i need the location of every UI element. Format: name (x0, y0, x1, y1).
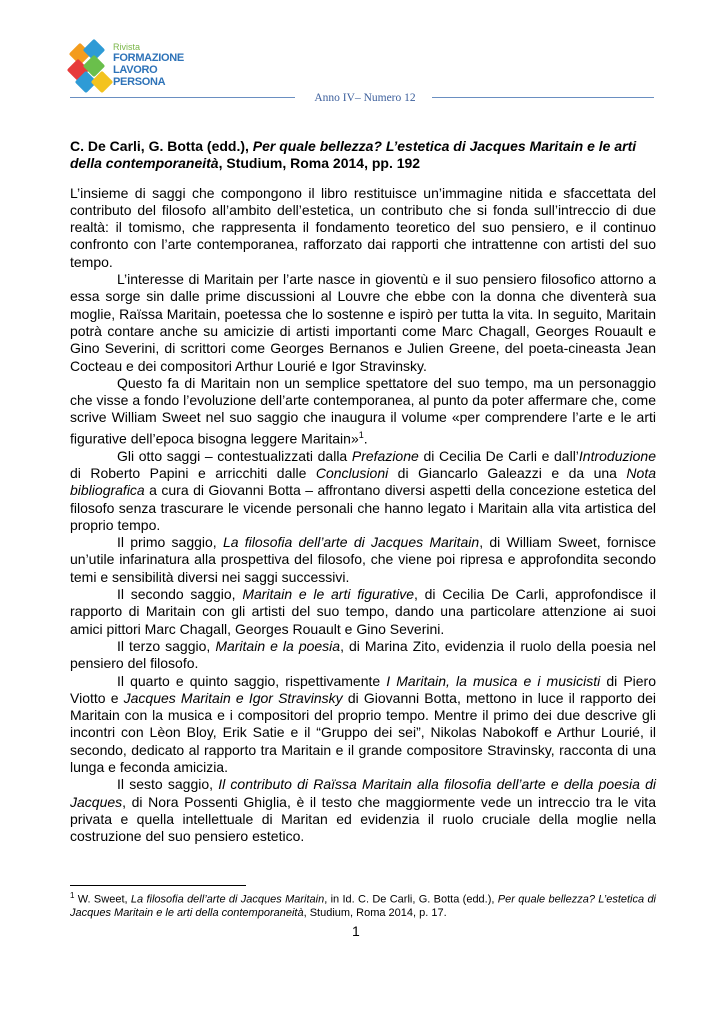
paragraph-text: , di Cecilia De Carli, approfondisce il rapporto di Maritain con gli artisti del suo tempo, dando una particolare attenzione ai suoi amici pittori Marc Chagall, Georges Rouault e Gino Severini. (70, 586, 657, 637)
paragraph-text: Il terzo saggio, (117, 637, 216, 654)
paragraph-text: Il primo saggio, (117, 534, 223, 551)
header-rule-left (70, 97, 295, 98)
logo-rivista: Rivista (113, 42, 141, 52)
footnote-text: , Studium, Roma 2014, p. 17. (303, 907, 447, 920)
paragraph-text: Il sesto saggio, (117, 776, 219, 793)
footnote-italic: Per quale bellezza? L’estetica di Jacques Maritain e le arti della contemporaneità (70, 893, 656, 920)
issue-label: Anno IV– Numero 12 (314, 92, 416, 104)
paragraph-italic: Jacques Maritain e Igor Stravinsky (123, 689, 343, 706)
paragraph-6 (70, 586, 656, 638)
footnote-separator (70, 885, 246, 886)
title-publication: , Studium, Roma 2014, pp. 192 (218, 155, 421, 172)
page-number: 1 (352, 923, 360, 939)
paragraph-text: . (363, 430, 368, 447)
footnote-text: W. Sweet, (74, 893, 131, 906)
footnote-reference: 1 (358, 429, 364, 440)
paragraph-text: , di Marina Zito, evidenzia il ruolo della poesia nel pensiero del filosofo. (70, 637, 656, 672)
paragraph-italic: Il contributo di Raïssa Maritain alla filosofia dell’arte e della poesia di Jacques (70, 776, 656, 810)
paragraph-text: Gli otto saggi – contestualizzati dalla (117, 447, 352, 464)
paragraph-italic: Nota bibliografica (70, 465, 656, 499)
paragraph-3 (70, 375, 656, 448)
paragraph-italic: Prefazione (351, 447, 419, 464)
paragraph-text: di Giovanni Botta, mettono in luce il rapporto dei Maritain con la musica e i compositori del proprio tempo. Mentre il primo dei due descrive gli incontri con Lèon Bloy, Erik Satie e il “Gruppo dei sei”, Nikolas Nabokoff e Arthur Lourié, il secondo, dedicato al rapporto tra Maritain e il grande compositore Stravinsky, racconta di una lunga e feconda amicizia. (70, 689, 656, 776)
paragraph-2: L’interesse di Maritain per l’arte nasce in gioventù e il suo pensiero filosofico attorno a essa sorge sin dalle prime discussioni al Louvre che ebbe con la donna che diventerà sua moglie, Raïssa Maritain, poetessa che lo sostenne e ispirò per tutta la vita. In seguito, Maritain potrà contare anche su amicizie di artisti importanti come Marc Chagall, Georges Rouault e Gino Severini, di scrittori come Georges Bernanos e Julien Greene, del poeta-cineasta Jean Cocteau e dei compositori Arthur Lourié e Igor Stravinsky. (70, 271, 656, 374)
review-title (70, 138, 656, 173)
footnote-italic: La filosofia dell’arte di Jacques Maritain (130, 893, 325, 906)
paragraph-text: , di William Sweet, fornisce un’utile infarinatura alla prospettiva del filosofo, che viene poi ripresa e approfondita secondo temi e sensibilità diversi nei saggi successivi. (70, 534, 656, 585)
title-book: Per quale bellezza? L’estetica di Jacques Maritain e le arti della contemporaneità (70, 138, 637, 172)
paragraph-text: Il secondo saggio, (117, 586, 243, 603)
review-content (70, 138, 656, 846)
paragraph-italic: I Maritain, la musica e i musicisti (386, 672, 601, 689)
paragraph-text: di Roberto Papini e arricchiti dalle (70, 465, 316, 481)
paragraph-5 (70, 534, 656, 586)
paragraph-text: di Cecilia De Carli e dall’ (418, 447, 579, 464)
paragraph-italic: Conclusioni (315, 465, 389, 481)
paragraph-4 (70, 448, 656, 534)
paragraph-1: L’insieme di saggi che compongono il libro restituisce un’immagine nitida e sfaccettata del contributo del filosofo all’ambito dell’estetica, un contributo che si fonda sull’intreccio di due realtà: il tomismo, che rappresenta il fondamento teoretico del suo pensiero, e il continuo confronto con l’arte contemporanea, rafforzato dai rapporti che intrattenne con artisti del suo tempo. (70, 184, 656, 270)
journal-logo (66, 40, 184, 98)
logo-name (113, 52, 184, 88)
paragraph-text: Il quarto e quinto saggio, rispettivamente (117, 672, 387, 689)
logo-line: LAVORO (113, 64, 158, 76)
title-authors: C. De Carli, G. Botta (edd.), (70, 138, 253, 154)
paragraph-italic: Introduzione (578, 447, 656, 464)
footnote-number: 1 (70, 891, 75, 900)
paragraph-italic: Maritain e le arti figurative (242, 586, 415, 603)
paragraph-8 (70, 673, 656, 777)
header-rule-right (432, 97, 654, 98)
footnote (70, 889, 656, 921)
paragraph-text: , di Nora Possenti Ghiglia, è il testo che maggiormente vede un intreccio tra le vita privata e quella intellettuale di Maritan ed evidenzia il ruolo cruciale della moglie nella costruzione del suo pensiero estetico. (70, 793, 656, 845)
paragraph-italic: La filosofia dell’arte di Jacques Maritain (222, 534, 480, 551)
logo-line: PERSONA (113, 76, 166, 88)
paragraph-9 (70, 776, 656, 845)
paragraph-italic: Maritain e la poesia (215, 637, 341, 654)
paragraph-text: a cura di Giovanni Botta – affrontano diversi aspetti della concezione estetica del filosofo senza trascurare le vicende personali che hanno legato i Maritain alla vita artistica del proprio tempo. (70, 482, 656, 533)
logo-line: FORMAZIONE (113, 52, 184, 64)
paragraph-text: di Giancarlo Galeazzi e da una (388, 465, 627, 481)
paragraph-text: di Piero Viotto e (70, 672, 657, 706)
footnote-text: , in Id. C. De Carli, G. Botta (edd.), (324, 893, 498, 906)
paragraph-7 (70, 638, 656, 673)
paragraph-text: Questo fa di Maritain non un semplice spettatore del suo tempo, ma un personaggio che visse a fondo l’evoluzione dell’arte contemporanea, al punto da poter affermare che, come scrive William Sweet nel suo saggio che inaugura il volume «per comprendere l’arte e le arti figurative dell’epoca bisogna leggere Maritain» (70, 374, 656, 447)
